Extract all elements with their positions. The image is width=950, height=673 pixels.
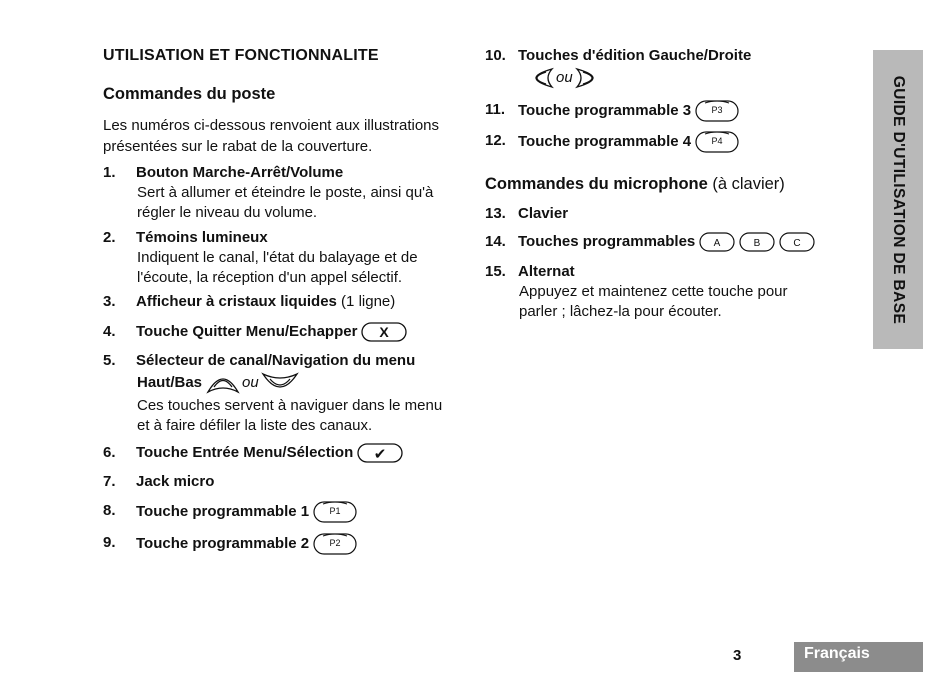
list-item <box>485 100 865 122</box>
right-arrow-key-icon <box>575 67 611 89</box>
p3-key-icon <box>695 100 739 122</box>
item-number: 9. <box>103 534 116 551</box>
list-item <box>103 163 473 223</box>
list-item <box>485 262 855 322</box>
p1-key-glyph: P1 <box>329 506 341 516</box>
item-number: 6. <box>103 444 116 461</box>
section-title: UTILISATION ET FONCTIONNALITE <box>103 47 379 64</box>
item-number: 12. <box>485 132 506 149</box>
mic-title-bold: Commandes du microphone <box>485 175 708 193</box>
item-number: 2. <box>103 229 116 246</box>
language-label: Français <box>804 645 870 662</box>
item-label: Touches d'édition Gauche/Droite <box>518 47 752 64</box>
item-desc: Ces touches servent à naviguer dans le menu <box>137 397 443 414</box>
item-label: Afficheur à cristaux liquides <box>136 293 337 310</box>
list-item <box>103 292 473 312</box>
mic-title-rest: (à clavier) <box>707 175 785 193</box>
exit-key-glyph: X <box>379 324 390 341</box>
c-key-glyph: C <box>793 238 801 250</box>
p3-key-glyph: P3 <box>711 105 723 115</box>
p2-key-glyph: P2 <box>329 538 341 548</box>
item-number: 4. <box>103 323 116 340</box>
p4-key-icon <box>695 131 739 153</box>
list-item <box>485 232 865 252</box>
side-tab <box>873 50 923 349</box>
c-key-icon <box>779 232 815 252</box>
list-item <box>103 322 473 342</box>
item-label: Jack micro <box>136 473 215 490</box>
item-desc: Indiquent le canal, l'état du balayage et de <box>137 249 418 266</box>
or-text: ou <box>242 374 259 391</box>
item-desc: et à faire défiler la liste des canaux. <box>137 417 373 434</box>
intro-line: présentées sur le rabat de la couverture. <box>103 138 373 155</box>
b-key-glyph: B <box>753 238 761 250</box>
list-item <box>103 501 483 523</box>
b-key-icon <box>739 232 775 252</box>
down-arrow-key-icon <box>261 372 299 394</box>
item-label: Touches programmables <box>518 233 696 251</box>
p2-key-icon <box>313 533 357 555</box>
subtitle-commandes-microphone <box>485 175 785 194</box>
checkmark-key-icon <box>357 443 403 463</box>
item-desc: Appuyez et maintenez cette touche pour <box>519 283 788 300</box>
intro-line: Les numéros ci-dessous renvoient aux illustrations <box>103 117 439 134</box>
item-label: Touche Quitter Menu/Echapper <box>136 323 358 341</box>
check-key-glyph: ✔ <box>373 445 387 464</box>
item-label: Touche programmable 1 <box>136 503 310 520</box>
item-label: Témoins lumineux <box>136 229 268 246</box>
up-arrow-key-icon <box>206 372 240 394</box>
item-desc: parler ; lâchez-la pour écouter. <box>519 303 722 320</box>
list-item <box>103 351 483 436</box>
page-number: 3 <box>733 647 742 664</box>
item-desc: l'écoute, la réception d'un appel sélectif. <box>137 269 403 286</box>
item-label: Touche Entrée Menu/Sélection <box>136 444 354 462</box>
item-label: Touche programmable 4 <box>518 133 692 150</box>
p4-key-glyph: P4 <box>711 136 723 146</box>
item-number: 10. <box>485 47 506 64</box>
item-number: 3. <box>103 293 116 310</box>
list-item <box>485 204 855 224</box>
list-item <box>485 131 865 153</box>
item-number: 8. <box>103 502 116 519</box>
list-item <box>103 533 483 555</box>
item-number: 7. <box>103 473 116 490</box>
language-tab <box>794 642 923 672</box>
intro-text <box>103 115 439 157</box>
item-number: 1. <box>103 164 116 181</box>
item-desc: régler le niveau du volume. <box>137 204 318 221</box>
exit-key-icon <box>361 322 407 342</box>
list-item <box>103 443 483 463</box>
side-tab-label: GUIDE D'UTILISATION DE BASE <box>890 75 907 324</box>
item-desc: Sert à allumer et éteindre le poste, ainsi qu'à <box>137 184 434 201</box>
item-label-2: Haut/Bas <box>137 374 203 391</box>
list-item <box>485 46 855 91</box>
left-arrow-key-icon <box>518 67 554 89</box>
item-label: Sélecteur de canal/Navigation du menu <box>136 352 416 369</box>
item-number: 15. <box>485 263 506 280</box>
item-label: Touche programmable 2 <box>136 535 310 552</box>
p1-key-icon <box>313 501 357 523</box>
item-number: 13. <box>485 205 506 222</box>
item-extra: (1 ligne) <box>336 293 396 310</box>
item-number: 11. <box>485 101 506 118</box>
item-label: Touche programmable 3 <box>518 102 692 119</box>
subtitle-commandes-poste: Commandes du poste <box>103 85 276 103</box>
item-label: Alternat <box>518 263 575 280</box>
item-label: Clavier <box>518 205 569 222</box>
a-key-glyph: A <box>713 238 721 250</box>
or-text: ou <box>556 69 573 86</box>
item-number: 14. <box>485 233 506 250</box>
item-label: Bouton Marche-Arrêt/Volume <box>136 164 344 181</box>
a-key-icon <box>699 232 735 252</box>
list-item <box>103 228 473 288</box>
list-item <box>103 472 473 492</box>
item-number: 5. <box>103 352 116 369</box>
